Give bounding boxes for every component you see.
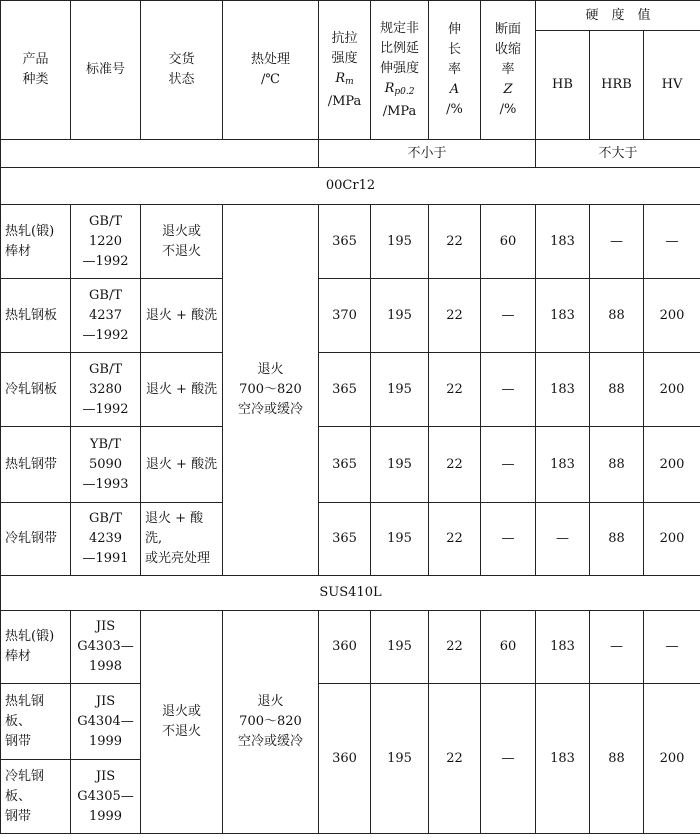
- rp-cell: 195: [371, 611, 429, 684]
- rp-cell: 195: [371, 353, 429, 427]
- product-cell: 冷轧钢板: [1, 353, 71, 427]
- hrb-cell: 88: [590, 503, 644, 576]
- hrb-cell: 88: [590, 353, 644, 427]
- rm-cell: 365: [319, 427, 371, 503]
- a-cell: 22: [429, 611, 481, 684]
- rp-cell: 195: [371, 684, 429, 834]
- heat-treatment-cell: 退火 700～820 空冷或缓冷: [223, 611, 319, 834]
- delivery-cell: 退火 + 酸洗, 或光亮处理: [141, 503, 223, 576]
- product-cell: 热轧钢板: [1, 279, 71, 353]
- header-hb: HB: [536, 31, 590, 140]
- header-hardness: 硬 度 值: [536, 1, 700, 31]
- hv-cell: 200: [644, 427, 700, 503]
- hrb-cell: 88: [590, 279, 644, 353]
- z-cell: —: [481, 353, 536, 427]
- hrb-cell: —: [590, 611, 644, 684]
- hrb-cell: 88: [590, 427, 644, 503]
- z-cell: 60: [481, 611, 536, 684]
- a-cell: 22: [429, 427, 481, 503]
- section-title: SUS410L: [1, 576, 700, 611]
- hrb-cell: 88: [590, 684, 644, 834]
- delivery-cell: 退火 + 酸洗: [141, 353, 223, 427]
- table-row: [1, 611, 700, 684]
- standard-cell: GB/T 4237 —1992: [71, 279, 141, 353]
- hb-cell: 183: [536, 353, 590, 427]
- delivery-cell: 退火 + 酸洗: [141, 427, 223, 503]
- table-row: [1, 205, 700, 279]
- table-row: [1, 503, 700, 576]
- a-cell: 22: [429, 279, 481, 353]
- header-heat-treatment: 热处理 /℃: [223, 1, 319, 140]
- header-tensile-strength: 抗拉 强度 $R_m$ /MPa: [319, 1, 371, 140]
- header-elongation: 伸 长 率 A /%: [429, 1, 481, 140]
- header-product: 产品 种类: [1, 1, 71, 140]
- product-cell: 热轧钢带: [1, 427, 71, 503]
- standard-cell: JIS G4305—1999: [71, 760, 141, 834]
- rp-cell: 195: [371, 205, 429, 279]
- header-yield-strength: 规定非 比例延 伸强度 $R_{p0.2}$ /MPa: [371, 1, 429, 140]
- header-standard: 标准号: [71, 1, 141, 140]
- a-cell: 22: [429, 684, 481, 834]
- header-not-more: 不大于: [536, 140, 700, 168]
- rp-cell: 195: [371, 279, 429, 353]
- hrb-cell: —: [590, 205, 644, 279]
- hb-cell: 183: [536, 427, 590, 503]
- z-cell: —: [481, 279, 536, 353]
- product-cell: 热轧(锻) 棒材: [1, 205, 71, 279]
- delivery-cell: 退火或 不退火: [141, 611, 223, 834]
- table-row: [1, 427, 700, 503]
- standard-cell: GB/T 3280 —1992: [71, 353, 141, 427]
- table-row: [1, 684, 700, 760]
- hv-cell: 200: [644, 684, 700, 834]
- hv-cell: —: [644, 205, 700, 279]
- rm-cell: 360: [319, 684, 371, 834]
- z-cell: 60: [481, 205, 536, 279]
- hb-cell: —: [536, 503, 590, 576]
- rm-cell: 365: [319, 503, 371, 576]
- rm-cell: 370: [319, 279, 371, 353]
- hv-cell: 200: [644, 279, 700, 353]
- z-cell: —: [481, 503, 536, 576]
- delivery-cell: 退火或 不退火: [141, 205, 223, 279]
- standard-cell: GB/T 1220 —1992: [71, 205, 141, 279]
- product-cell: 热轧钢板、 钢带: [1, 684, 71, 760]
- header-not-less: 不小于: [319, 140, 536, 168]
- hv-cell: 200: [644, 503, 700, 576]
- rm-cell: 365: [319, 205, 371, 279]
- rm-cell: 360: [319, 611, 371, 684]
- header-hrb: HRB: [590, 31, 644, 140]
- header-blank: [1, 140, 319, 168]
- hb-cell: 183: [536, 684, 590, 834]
- product-cell: 热轧(锻) 棒材: [1, 611, 71, 684]
- product-cell: 冷轧钢带: [1, 503, 71, 576]
- rp-cell: 195: [371, 427, 429, 503]
- a-cell: 22: [429, 503, 481, 576]
- table-row: [1, 353, 700, 427]
- header-hv: HV: [644, 31, 700, 140]
- standard-cell: YB/T 5090 —1993: [71, 427, 141, 503]
- heat-treatment-cell: 退火 700～820 空冷或缓冷: [223, 205, 319, 576]
- hb-cell: 183: [536, 205, 590, 279]
- hv-cell: 200: [644, 353, 700, 427]
- header-delivery: 交货 状态: [141, 1, 223, 140]
- standard-cell: JIS G4304—1999: [71, 684, 141, 760]
- a-cell: 22: [429, 353, 481, 427]
- table-row: [1, 279, 700, 353]
- rp-cell: 195: [371, 503, 429, 576]
- header-reduction-area: 断面 收缩 率 Z /%: [481, 1, 536, 140]
- delivery-cell: 退火 + 酸洗: [141, 279, 223, 353]
- z-cell: —: [481, 684, 536, 834]
- hb-cell: 183: [536, 611, 590, 684]
- hv-cell: —: [644, 611, 700, 684]
- section-title: 00Cr12: [1, 168, 700, 205]
- rm-cell: 365: [319, 353, 371, 427]
- product-cell: 冷轧钢板、 钢带: [1, 760, 71, 834]
- z-cell: —: [481, 427, 536, 503]
- a-cell: 22: [429, 205, 481, 279]
- standard-cell: GB/T 4239 —1991: [71, 503, 141, 576]
- standard-cell: JIS G4303—1998: [71, 611, 141, 684]
- hb-cell: 183: [536, 279, 590, 353]
